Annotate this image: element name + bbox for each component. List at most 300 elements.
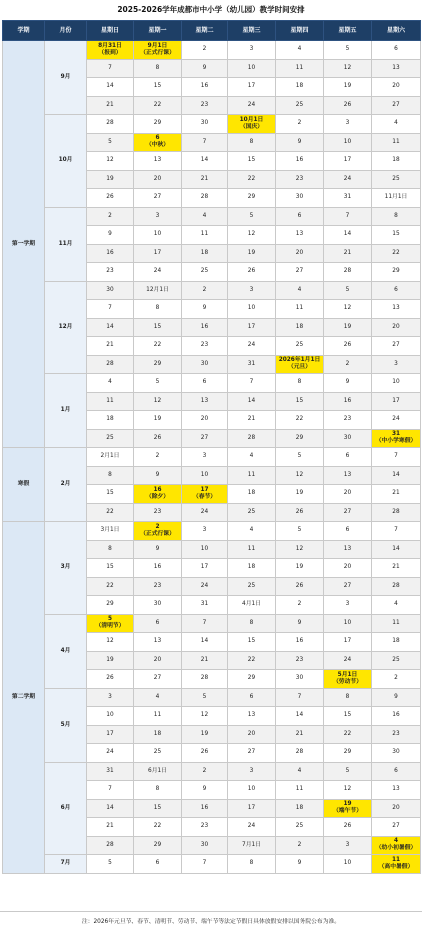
date-cell: 22	[134, 818, 182, 837]
holiday-cell	[134, 41, 182, 60]
date-cell: 11	[87, 392, 134, 411]
date-cell: 16	[182, 78, 228, 97]
date-cell: 30	[372, 744, 421, 763]
date-cell: 26	[324, 337, 372, 356]
date-cell: 2	[276, 596, 324, 615]
month-label: 4月	[45, 614, 87, 688]
date-cell: 19	[228, 244, 276, 263]
date-cell: 17	[228, 318, 276, 337]
date-cell: 28	[182, 189, 228, 208]
date-cell: 12	[324, 59, 372, 78]
date-cell: 20	[324, 485, 372, 504]
date-cell: 13	[372, 781, 421, 800]
date-cell: 5	[134, 374, 182, 393]
date-cell: 14	[276, 707, 324, 726]
date-cell: 3	[134, 207, 182, 226]
date-cell: 25	[372, 170, 421, 189]
date-cell: 10	[324, 614, 372, 633]
date-cell: 10	[324, 855, 372, 874]
date-cell: 7	[87, 300, 134, 319]
date-cell: 24	[182, 503, 228, 522]
holiday-cell	[276, 355, 324, 374]
date-cell: 13	[372, 59, 421, 78]
date-cell: 5	[276, 522, 324, 541]
date-cell: 10	[228, 781, 276, 800]
date-cell: 16	[324, 392, 372, 411]
date-cell: 22	[134, 96, 182, 115]
date-cell: 21	[372, 485, 421, 504]
holiday-cell	[134, 133, 182, 152]
table-row	[3, 855, 421, 874]
date-cell: 27	[182, 429, 228, 448]
date-cell: 20	[372, 318, 421, 337]
header-thursday: 星期四	[276, 21, 324, 41]
date-cell: 14	[87, 78, 134, 97]
date-cell: 3	[87, 688, 134, 707]
date-cell: 28	[372, 503, 421, 522]
date-cell: 4	[134, 688, 182, 707]
date-cell: 16	[134, 559, 182, 578]
header-row	[3, 21, 421, 41]
date-cell: 2	[276, 115, 324, 134]
date-cell: 19	[276, 485, 324, 504]
date-cell: 9	[372, 688, 421, 707]
date-cell: 30	[182, 355, 228, 374]
date-cell: 24	[324, 170, 372, 189]
date-text: 11	[391, 856, 401, 863]
date-cell: 14	[182, 152, 228, 171]
date-cell: 23	[182, 96, 228, 115]
header-friday: 星期五	[324, 21, 372, 41]
date-cell: 12	[228, 226, 276, 245]
date-cell: 23	[182, 337, 228, 356]
date-cell: 20	[134, 170, 182, 189]
date-cell: 29	[324, 744, 372, 763]
date-cell: 10	[134, 226, 182, 245]
holiday-cell	[372, 836, 421, 855]
date-cell: 27	[372, 96, 421, 115]
date-cell: 19	[87, 651, 134, 670]
date-cell: 21	[182, 170, 228, 189]
date-cell: 12	[87, 633, 134, 652]
header-month: 月份	[45, 21, 87, 41]
date-cell: 28	[228, 429, 276, 448]
date-cell: 18	[276, 318, 324, 337]
table-row	[3, 281, 421, 300]
header-wednesday: 星期三	[228, 21, 276, 41]
date-cell: 9	[182, 59, 228, 78]
table-row	[3, 448, 421, 467]
date-cell: 5	[87, 855, 134, 874]
date-cell: 17	[228, 78, 276, 97]
date-cell: 7	[87, 781, 134, 800]
date-cell: 20	[324, 559, 372, 578]
date-cell: 14	[324, 226, 372, 245]
date-cell: 25	[276, 337, 324, 356]
date-cell: 24	[228, 337, 276, 356]
date-cell: 6	[372, 281, 421, 300]
date-cell: 16	[276, 152, 324, 171]
date-cell: 18	[276, 78, 324, 97]
date-cell: 9	[182, 300, 228, 319]
date-cell: 5	[228, 207, 276, 226]
date-cell: 12	[182, 707, 228, 726]
event-text: （幼小初暑假）	[375, 845, 417, 852]
date-cell: 10	[182, 540, 228, 559]
date-text: 2026年1月1日	[278, 357, 321, 364]
date-cell: 4	[276, 41, 324, 60]
date-cell: 8	[87, 466, 134, 485]
date-cell: 23	[182, 818, 228, 837]
table-row	[3, 41, 421, 60]
date-cell: 21	[182, 651, 228, 670]
holiday-cell	[134, 522, 182, 541]
date-cell: 3月1日	[87, 522, 134, 541]
date-cell: 3	[324, 115, 372, 134]
date-cell: 18	[182, 244, 228, 263]
date-cell: 26	[182, 744, 228, 763]
month-label: 3月	[45, 522, 87, 615]
date-cell: 30	[134, 596, 182, 615]
event-text: （元旦）	[287, 364, 312, 371]
date-cell: 10	[87, 707, 134, 726]
table-row	[3, 207, 421, 226]
date-cell: 22	[228, 170, 276, 189]
date-cell: 15	[87, 485, 134, 504]
date-cell: 11	[372, 614, 421, 633]
date-cell: 9	[276, 133, 324, 152]
date-cell: 24	[87, 744, 134, 763]
date-cell: 4	[182, 207, 228, 226]
date-cell: 6	[228, 688, 276, 707]
date-cell: 25	[276, 818, 324, 837]
date-cell: 11	[134, 707, 182, 726]
date-cell: 10	[228, 300, 276, 319]
date-cell: 2	[182, 41, 228, 60]
holiday-cell	[372, 855, 421, 874]
date-cell: 22	[324, 725, 372, 744]
month-label: 5月	[45, 688, 87, 762]
date-cell: 19	[276, 559, 324, 578]
date-cell: 2	[372, 670, 421, 689]
date-cell: 14	[182, 633, 228, 652]
date-cell: 17	[324, 633, 372, 652]
date-cell: 26	[276, 577, 324, 596]
date-cell: 11	[228, 540, 276, 559]
date-cell: 9	[276, 855, 324, 874]
date-cell: 30	[276, 670, 324, 689]
date-cell: 26	[324, 818, 372, 837]
date-cell: 31	[87, 762, 134, 781]
date-cell: 6	[134, 614, 182, 633]
date-cell: 6	[324, 522, 372, 541]
month-label: 2月	[45, 448, 87, 522]
date-cell: 19	[182, 725, 228, 744]
date-cell: 15	[372, 226, 421, 245]
date-cell: 15	[134, 78, 182, 97]
date-cell: 28	[372, 577, 421, 596]
date-cell: 9	[87, 226, 134, 245]
date-cell: 25	[134, 744, 182, 763]
date-cell: 24	[228, 818, 276, 837]
date-cell: 17	[182, 559, 228, 578]
date-cell: 2	[324, 355, 372, 374]
date-cell: 13	[182, 392, 228, 411]
date-cell: 28	[87, 355, 134, 374]
date-cell: 30	[182, 115, 228, 134]
date-cell: 6	[372, 41, 421, 60]
date-cell: 2	[134, 448, 182, 467]
date-cell: 2月1日	[87, 448, 134, 467]
date-cell: 17	[372, 392, 421, 411]
date-cell: 13	[134, 633, 182, 652]
date-text: 5	[107, 616, 113, 623]
date-cell: 7	[372, 522, 421, 541]
event-text: （中小学寒假）	[375, 438, 417, 445]
date-cell: 3	[182, 522, 228, 541]
date-cell: 12	[87, 152, 134, 171]
date-cell: 11	[228, 466, 276, 485]
date-cell: 22	[87, 503, 134, 522]
date-cell: 9	[324, 374, 372, 393]
date-cell: 10	[372, 374, 421, 393]
date-cell: 30	[276, 189, 324, 208]
date-cell: 24	[134, 263, 182, 282]
table-row	[3, 762, 421, 781]
date-cell: 13	[228, 707, 276, 726]
date-cell: 31	[182, 596, 228, 615]
date-cell: 23	[324, 411, 372, 430]
footnote: 注：2026年元旦节、春节、清明节、劳动节、端午节等法定节假日具体放假安排以国务院公布为准。	[0, 911, 422, 932]
date-cell: 12	[134, 392, 182, 411]
date-cell: 25	[228, 577, 276, 596]
date-cell: 16	[372, 707, 421, 726]
date-cell: 27	[134, 670, 182, 689]
date-cell: 20	[372, 799, 421, 818]
holiday-cell	[324, 799, 372, 818]
date-cell: 29	[228, 189, 276, 208]
date-cell: 13	[324, 540, 372, 559]
date-cell: 15	[134, 799, 182, 818]
date-cell: 29	[134, 355, 182, 374]
date-cell: 18	[87, 411, 134, 430]
date-cell: 11	[276, 300, 324, 319]
date-cell: 30	[182, 836, 228, 855]
date-cell: 21	[228, 411, 276, 430]
date-cell: 4	[276, 762, 324, 781]
event-text: （劳动节）	[333, 678, 362, 685]
date-cell: 11	[182, 226, 228, 245]
date-cell: 6	[182, 374, 228, 393]
date-cell: 22	[372, 244, 421, 263]
event-text: （报到）	[98, 49, 122, 56]
date-cell: 10	[228, 59, 276, 78]
date-cell: 27	[134, 189, 182, 208]
date-cell: 7月1日	[228, 836, 276, 855]
month-label: 10月	[45, 115, 87, 208]
month-label: 9月	[45, 41, 87, 115]
date-cell: 6	[134, 855, 182, 874]
date-cell: 2	[182, 281, 228, 300]
date-cell: 20	[228, 725, 276, 744]
date-cell: 31	[228, 355, 276, 374]
date-cell: 26	[87, 670, 134, 689]
date-cell: 31	[324, 189, 372, 208]
date-cell: 20	[276, 244, 324, 263]
date-cell: 30	[87, 281, 134, 300]
date-cell: 22	[276, 411, 324, 430]
date-cell: 8	[87, 540, 134, 559]
date-cell: 28	[182, 670, 228, 689]
date-cell: 21	[87, 337, 134, 356]
date-cell: 8	[276, 374, 324, 393]
date-text: 19	[343, 801, 352, 808]
date-cell: 5	[276, 448, 324, 467]
date-cell: 11	[276, 781, 324, 800]
date-cell: 25	[228, 503, 276, 522]
month-label: 6月	[45, 762, 87, 855]
date-cell: 8	[228, 614, 276, 633]
date-cell: 8	[324, 688, 372, 707]
date-cell: 21	[276, 725, 324, 744]
date-cell: 11	[372, 133, 421, 152]
date-cell: 14	[372, 540, 421, 559]
date-cell: 16	[182, 318, 228, 337]
date-cell: 27	[372, 818, 421, 837]
date-text: 4	[393, 838, 399, 845]
date-cell: 21	[87, 96, 134, 115]
date-cell: 22	[228, 651, 276, 670]
date-text: 16	[153, 486, 162, 493]
date-cell: 20	[372, 78, 421, 97]
date-cell: 4	[87, 374, 134, 393]
date-cell: 26	[134, 429, 182, 448]
month-label: 7月	[45, 855, 87, 874]
date-cell: 15	[324, 707, 372, 726]
date-cell: 9	[276, 614, 324, 633]
schedule-table	[2, 20, 421, 874]
date-cell: 6月1日	[134, 762, 182, 781]
date-cell: 28	[87, 836, 134, 855]
event-text: （高中暑假）	[378, 863, 414, 870]
date-cell: 19	[324, 318, 372, 337]
semester-label: 第二学期	[3, 522, 45, 874]
table-row	[3, 688, 421, 707]
month-label: 11月	[45, 207, 87, 281]
holiday-cell	[324, 670, 372, 689]
date-cell: 14	[87, 799, 134, 818]
date-cell: 5	[324, 281, 372, 300]
date-cell: 23	[276, 170, 324, 189]
date-cell: 29	[134, 115, 182, 134]
date-cell: 23	[276, 651, 324, 670]
date-cell: 15	[134, 318, 182, 337]
date-cell: 18	[134, 725, 182, 744]
holiday-cell	[134, 485, 182, 504]
date-cell: 8	[134, 781, 182, 800]
date-cell: 19	[134, 411, 182, 430]
month-label: 1月	[45, 374, 87, 448]
date-cell: 8	[134, 59, 182, 78]
date-cell: 7	[182, 614, 228, 633]
date-cell: 18	[228, 559, 276, 578]
date-text: 2	[155, 523, 160, 530]
date-cell: 8	[372, 207, 421, 226]
date-text: 31	[391, 431, 401, 438]
header-semester: 学期	[3, 21, 45, 41]
month-label: 12月	[45, 281, 87, 374]
date-cell: 8	[228, 133, 276, 152]
date-cell: 4月1日	[228, 596, 276, 615]
date-cell: 27	[324, 503, 372, 522]
date-cell: 19	[87, 170, 134, 189]
date-cell: 12	[324, 300, 372, 319]
date-cell: 16	[87, 244, 134, 263]
holiday-cell	[182, 485, 228, 504]
date-cell: 25	[182, 263, 228, 282]
date-cell: 9	[134, 466, 182, 485]
table-row	[3, 522, 421, 541]
date-cell: 25	[372, 651, 421, 670]
date-cell: 2	[276, 836, 324, 855]
date-cell: 10	[324, 133, 372, 152]
date-cell: 29	[134, 836, 182, 855]
date-cell: 3	[324, 836, 372, 855]
event-text: （清明节）	[95, 623, 125, 630]
date-cell: 6	[276, 207, 324, 226]
date-cell: 28	[87, 115, 134, 134]
page-title: 2025-2026学年成都市中小学（幼儿园）教学时间安排	[117, 5, 305, 14]
date-cell: 27	[324, 577, 372, 596]
date-cell: 3	[372, 355, 421, 374]
date-cell: 18	[372, 633, 421, 652]
date-cell: 17	[87, 725, 134, 744]
date-cell: 17	[228, 799, 276, 818]
date-cell: 21	[87, 818, 134, 837]
date-cell: 30	[324, 429, 372, 448]
event-text: （除夕）	[145, 493, 170, 500]
holiday-cell	[87, 41, 134, 60]
date-cell: 29	[228, 670, 276, 689]
date-cell: 3	[182, 448, 228, 467]
date-cell: 11	[276, 59, 324, 78]
date-cell: 26	[228, 263, 276, 282]
date-text: 17	[200, 486, 209, 493]
date-cell: 22	[87, 577, 134, 596]
date-cell: 15	[276, 392, 324, 411]
date-cell: 14	[228, 392, 276, 411]
date-cell: 8	[134, 300, 182, 319]
date-cell: 3	[228, 281, 276, 300]
schedule-body	[3, 41, 421, 874]
holiday-cell	[228, 115, 276, 134]
date-cell: 24	[372, 411, 421, 430]
date-cell: 24	[228, 96, 276, 115]
date-cell: 23	[134, 577, 182, 596]
date-cell: 5	[324, 762, 372, 781]
semester-label: 第一学期	[3, 41, 45, 448]
date-cell: 9	[182, 781, 228, 800]
date-cell: 12	[324, 781, 372, 800]
date-cell: 8	[228, 855, 276, 874]
date-cell: 6	[324, 448, 372, 467]
date-cell: 14	[87, 318, 134, 337]
date-cell: 14	[372, 466, 421, 485]
date-cell: 26	[87, 189, 134, 208]
date-text: 9月1日	[147, 42, 168, 49]
date-cell: 23	[87, 263, 134, 282]
date-cell: 3	[228, 41, 276, 60]
